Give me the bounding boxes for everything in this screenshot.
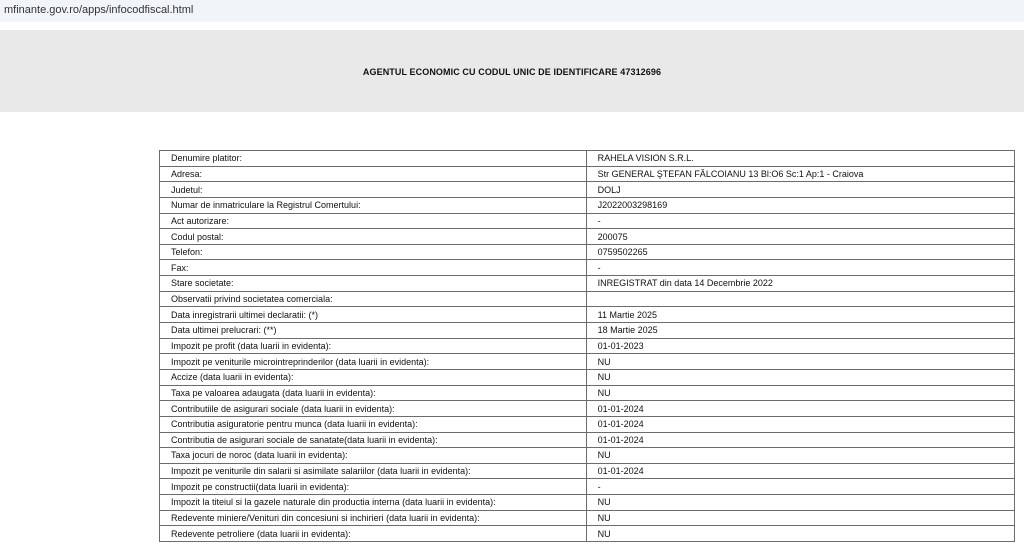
table-row bbox=[160, 291, 1015, 307]
row-label: Codul postal: bbox=[160, 229, 587, 245]
row-value: Str GENERAL ŞTEFAN FĂLCOIANU 13 Bl:O6 Sc:1 Ap:1 - Craiova bbox=[586, 166, 1014, 182]
row-value: DOLJ bbox=[586, 182, 1014, 198]
row-label: Telefon: bbox=[160, 244, 587, 260]
row-label: Impozit pe veniturile microintreprinderilor (data luarii in evidenta): bbox=[160, 354, 587, 370]
table-row bbox=[160, 432, 1015, 448]
row-value: 11 Martie 2025 bbox=[586, 307, 1014, 323]
row-value: NU bbox=[586, 495, 1014, 511]
page-title: AGENTUL ECONOMIC CU CODUL UNIC DE IDENTIFICARE 47312696 bbox=[362, 67, 662, 77]
row-label: Accize (data luarii in evidenta): bbox=[160, 369, 587, 385]
table-row bbox=[160, 244, 1015, 260]
table-row bbox=[160, 495, 1015, 511]
row-value: NU bbox=[586, 448, 1014, 464]
row-value: J2022003298169 bbox=[586, 197, 1014, 213]
row-value: NU bbox=[586, 369, 1014, 385]
row-value: 01-01-2024 bbox=[586, 416, 1014, 432]
row-value: 01-01-2023 bbox=[586, 338, 1014, 354]
row-label: Taxa jocuri de noroc (data luarii in evidenta): bbox=[160, 448, 587, 464]
row-label: Data inregistrarii ultimei declaratii: (*) bbox=[160, 307, 587, 323]
row-value: - bbox=[586, 479, 1014, 495]
row-label: Impozit la titeiul si la gazele naturale din productia interna (data luarii in evidenta): bbox=[160, 495, 587, 511]
row-label: Observatii privind societatea comerciala: bbox=[160, 291, 587, 307]
table-row bbox=[160, 416, 1015, 432]
row-value: NU bbox=[586, 354, 1014, 370]
row-value: 01-01-2024 bbox=[586, 432, 1014, 448]
url-text: mfinante.gov.ro/apps/infocodfiscal.html bbox=[4, 4, 194, 16]
row-value: RAHELA VISION S.R.L. bbox=[586, 151, 1014, 167]
row-label: Redevente petroliere (data luarii in evidenta): bbox=[160, 526, 587, 542]
row-label: Fax: bbox=[160, 260, 587, 276]
row-label: Data ultimei prelucrari: (**) bbox=[160, 323, 587, 339]
row-value: INREGISTRAT din data 14 Decembrie 2022 bbox=[586, 276, 1014, 292]
row-label: Judetul: bbox=[160, 182, 587, 198]
table-row bbox=[160, 166, 1015, 182]
table-row bbox=[160, 448, 1015, 464]
row-value: 200075 bbox=[586, 229, 1014, 245]
table-row bbox=[160, 323, 1015, 339]
row-label: Impozit pe veniturile din salarii si asimilate salariilor (data luarii in evidenta): bbox=[160, 463, 587, 479]
table-row bbox=[160, 510, 1015, 526]
row-label: Contributia de asigurari sociale de sanatate(data luarii in evidenta): bbox=[160, 432, 587, 448]
row-label: Contributia asiguratorie pentru munca (data luarii in evidenta): bbox=[160, 416, 587, 432]
table-row bbox=[160, 197, 1015, 213]
table-row bbox=[160, 151, 1015, 167]
row-label: Act autorizare: bbox=[160, 213, 587, 229]
row-label: Redevente miniere/Venituri din concesiuni si inchirieri (data luarii in evidenta): bbox=[160, 510, 587, 526]
row-value: - bbox=[586, 213, 1014, 229]
table-row bbox=[160, 385, 1015, 401]
table-row bbox=[160, 213, 1015, 229]
row-label: Contributiile de asigurari sociale (data luarii in evidenta): bbox=[160, 401, 587, 417]
table-row bbox=[160, 182, 1015, 198]
table-row bbox=[160, 463, 1015, 479]
table-row bbox=[160, 354, 1015, 370]
table-row bbox=[160, 307, 1015, 323]
row-value: 0759502265 bbox=[586, 244, 1014, 260]
table-row bbox=[160, 260, 1015, 276]
table-row bbox=[160, 229, 1015, 245]
row-value: NU bbox=[586, 526, 1014, 542]
row-label: Impozit pe constructii(data luarii in evidenta): bbox=[160, 479, 587, 495]
table-row bbox=[160, 338, 1015, 354]
row-value: NU bbox=[586, 385, 1014, 401]
table-row bbox=[160, 276, 1015, 292]
company-info-table bbox=[159, 150, 1015, 542]
table-row bbox=[160, 369, 1015, 385]
address-bar[interactable] bbox=[0, 0, 1024, 22]
row-value: NU bbox=[586, 510, 1014, 526]
table-row bbox=[160, 479, 1015, 495]
row-label: Numar de inmatriculare la Registrul Comertului: bbox=[160, 197, 587, 213]
row-label: Taxa pe valoarea adaugata (data luarii in evidenta): bbox=[160, 385, 587, 401]
row-label: Adresa: bbox=[160, 166, 587, 182]
row-value: - bbox=[586, 260, 1014, 276]
table-row bbox=[160, 526, 1015, 542]
row-value: 18 Martie 2025 bbox=[586, 323, 1014, 339]
row-label: Stare societate: bbox=[160, 276, 587, 292]
row-value: 01-01-2024 bbox=[586, 463, 1014, 479]
table-row bbox=[160, 401, 1015, 417]
row-value: 01-01-2024 bbox=[586, 401, 1014, 417]
row-value bbox=[586, 291, 1014, 307]
page-header bbox=[0, 30, 1024, 112]
row-label: Impozit pe profit (data luarii in evidenta): bbox=[160, 338, 587, 354]
row-label: Denumire platitor: bbox=[160, 151, 587, 167]
